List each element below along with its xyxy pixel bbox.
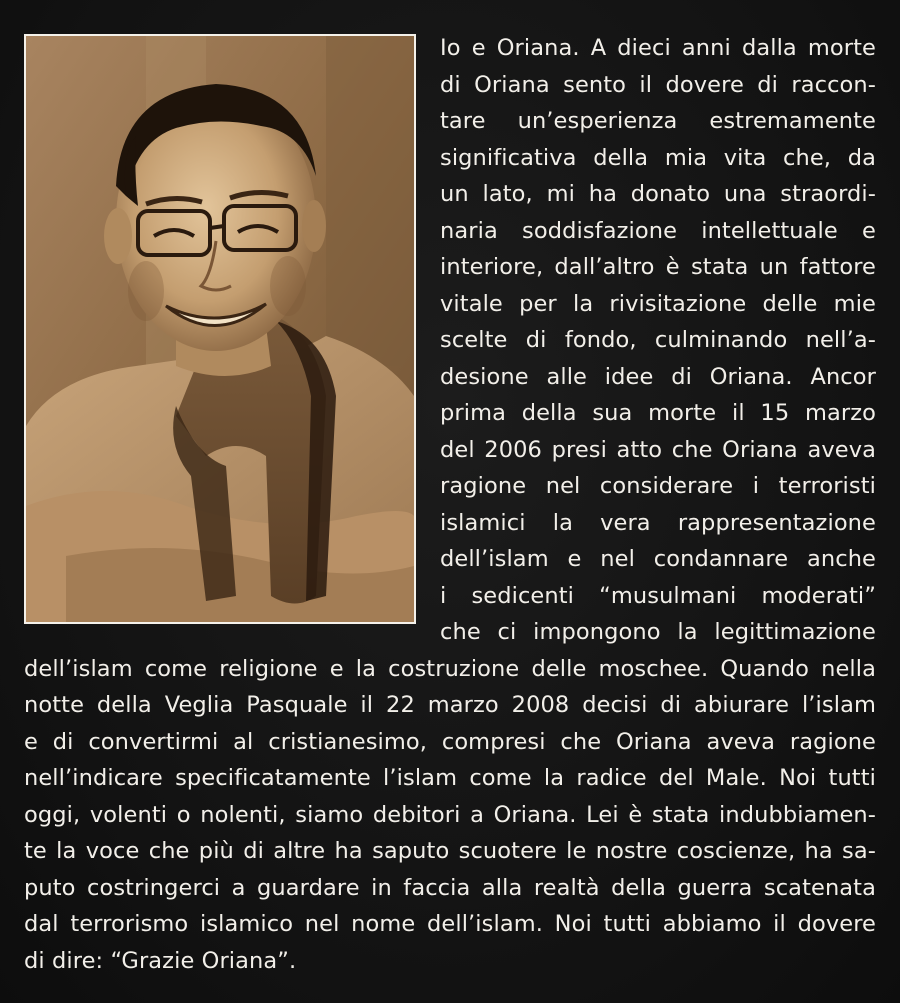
body-text-line: dal terrorismo islamico nel nome dell’islam. Noi tutti abbiamo il dovere bbox=[24, 911, 876, 937]
body-text-line: significativa della mia vita che, da bbox=[440, 144, 876, 171]
body-text-line: te la voce che più di altre ha saputo scuotere le nostre coscienze, ha sa- bbox=[24, 838, 876, 864]
body-text-line: dell’islam e nel condannare anche bbox=[440, 546, 876, 572]
body-text-line: interiore, dall’altro è stata un fattore bbox=[440, 254, 876, 280]
body-text-line: tare un’esperienza estremamente bbox=[440, 108, 876, 134]
portrait-image bbox=[26, 36, 414, 622]
body-text-line: dell’islam come religione e la costruzione delle moschee. Quando nella bbox=[24, 655, 876, 682]
body-text-line: vitale per la rivisitazione delle mie bbox=[440, 290, 876, 317]
body-text-line: scelte di fondo, culminando nell’a- bbox=[440, 327, 876, 353]
body-text-line: del 2006 presi atto che Oriana aveva bbox=[440, 436, 876, 463]
body-text-line: islamici la vera rappresentazione bbox=[440, 509, 876, 536]
body-text-line: Io e Oriana. A dieci anni dalla morte bbox=[440, 35, 876, 61]
body-text-line: prima della sua morte il 15 marzo bbox=[440, 400, 876, 426]
body-text-line: desione alle idee di Oriana. Ancor bbox=[440, 363, 876, 390]
body-text-line: notte della Veglia Pasquale il 22 marzo 2008 decisi di abiurare l’islam bbox=[24, 692, 876, 718]
body-text-line: che ci impongono la legittimazione bbox=[440, 619, 876, 645]
portrait-photo bbox=[24, 34, 416, 624]
body-text-line: di Oriana sento il dovere di raccon- bbox=[440, 71, 876, 98]
body-text-line: puto costringerci a guardare in faccia alla realtà della guerra scatenata bbox=[24, 874, 876, 901]
body-text-line: un lato, mi ha donato una straordi- bbox=[440, 181, 876, 207]
body-text-line-last: di dire: “Grazie Oriana”. bbox=[24, 947, 297, 974]
body-text-line: naria soddisfazione intellettuale e bbox=[440, 217, 876, 244]
body-text-line: oggi, volenti o nolenti, siamo debitori a Oriana. Lei è stata indubbiamen- bbox=[24, 801, 876, 828]
body-text-line: ragione nel considerare i terroristi bbox=[440, 473, 876, 499]
body-text-line: e di convertirmi al cristianesimo, compresi che Oriana aveva ragione bbox=[24, 728, 876, 755]
body-text-line: i sedicenti “musulmani moderati” bbox=[440, 582, 876, 609]
body-text-line: nell’indicare specificatamente l’islam come la radice del Male. Noi tutti bbox=[24, 765, 876, 791]
